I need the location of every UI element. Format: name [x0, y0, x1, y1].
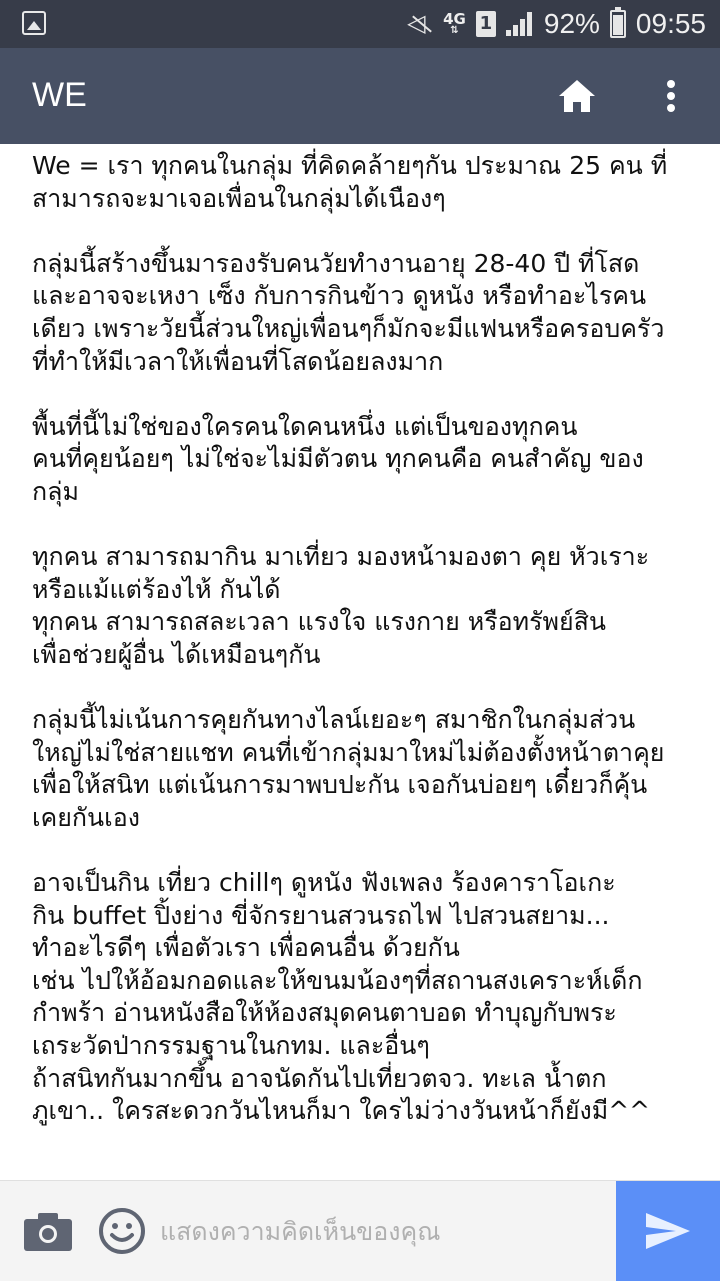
post-line: เพื่อช่วยผู้อื่น ได้เหมือนๆกัน	[32, 639, 321, 669]
status-bar	[0, 0, 720, 48]
post-content	[32, 150, 704, 1128]
send-button[interactable]	[616, 1181, 720, 1281]
post-line: กิน buffet ปิ้งย่าง ขี่จักรยานสวนรถไฟ ไปสวนสยาม...	[32, 900, 610, 930]
post-line: และอาจจะเหงา เซ็ง กับการกินข้าว ดูหนัง หรือทำอะไรคน	[32, 281, 647, 311]
home-icon[interactable]	[558, 78, 596, 114]
paragraph-gap	[32, 834, 704, 867]
post-line: เคยกันเอง	[32, 802, 140, 832]
post-line: ทุกคน สามารถสละเวลา แรงใจ แรงกาย หรือทรัพย์สิน	[32, 607, 607, 637]
post-line: สามารถจะมาเจอเพื่อนในกลุ่มได้เนืองๆ	[32, 183, 446, 213]
post-line: เถระวัดป่ากรรมฐานในกทม. และอื่นๆ	[32, 1031, 430, 1061]
network-label: 4G	[443, 10, 466, 28]
signal-icon	[506, 12, 534, 36]
post-line: กำพร้า อ่านหนังสือให้ห้องสมุดคนตาบอด ทำบุญกับพระ	[32, 998, 617, 1028]
comment-bar	[0, 1180, 720, 1281]
post-line: ภูเขา.. ใครสะดวกวันไหนก็มา ใครไม่ว่างวันหน้าก็ยังมี^^	[32, 1096, 651, 1126]
post-line: คนที่คุยน้อยๆ ไม่ใช่จะไม่มีตัวตน ทุกคนคือ คนสำคัญ ของ	[32, 444, 644, 474]
post-line: กลุ่มนี้สร้างขึ้นมารองรับคนวัยทำงานอายุ 28-40 ปี ที่โสด	[32, 248, 640, 278]
post-line: ใหญ่ไม่ใช่สายแชท คนที่เข้ากลุ่มมาใหม่ไม่ต้องตั้งหน้าตาคุย	[32, 737, 665, 767]
clock: 09:55	[635, 8, 706, 39]
mute-icon	[407, 11, 433, 37]
post-line: ถ้าสนิทกันมากขึ้น อาจนัดกันไปเที่ยวตจว. ทะเล น้ำตก	[32, 1063, 607, 1093]
post-line: หรือแม้แต่ร้องไห้ กันได้	[32, 574, 281, 604]
paragraph-gap	[32, 672, 704, 705]
post-line: ทำอะไรดีๆ เพื่อตัวเรา เพื่อคนอื่น ด้วยกัน	[32, 933, 460, 963]
comment-input[interactable]	[160, 1211, 600, 1251]
post-line: เช่น ไปให้อ้อมกอดและให้ขนมน้องๆที่สถานสงเคราะห์เด็ก	[32, 965, 643, 995]
paragraph-gap	[32, 509, 704, 542]
battery-icon	[610, 10, 626, 38]
post-line: ทุกคน สามารถมากิน มาเที่ยว มองหน้ามองตา คุย หัวเราะ	[32, 542, 650, 572]
smile-icon[interactable]	[98, 1207, 146, 1255]
post-line: กลุ่ม	[32, 476, 79, 506]
battery-percent: 92%	[543, 8, 600, 39]
send-icon	[646, 1213, 690, 1249]
more-vert-icon[interactable]	[666, 80, 676, 114]
post-line: พื้นที่นี้ไม่ใช่ของใครคนใดคนหนึ่ง แต่เป็นของทุกคน	[32, 411, 578, 441]
post-line: เดียว เพราะวัยนี้ส่วนใหญ่เพื่อนๆก็มักจะมีแฟนหรือครอบครัว	[32, 313, 665, 343]
post-line: อาจเป็นกิน เที่ยว chillๆ ดูหนัง ฟังเพลง ร้องคาราโอเกะ	[32, 868, 616, 898]
status-icons	[407, 0, 706, 48]
sim-icon: 1	[476, 11, 496, 37]
post-line: เพื่อให้สนิท แต่เน้นการมาพบปะกัน เจอกันบ่อยๆ เดี๋ยวก็คุ้น	[32, 770, 648, 800]
paragraph-gap	[32, 215, 704, 248]
paragraph-gap	[32, 378, 704, 411]
post-line: กลุ่มนี้ไม่เน้นการคุยกันทางไลน์เยอะๆ สมาชิกในกลุ่มส่วน	[32, 705, 636, 735]
post-line: We = เรา ทุกคนในกลุ่ม ที่คิดคล้ายๆกัน ประมาณ 25 คน ที่	[32, 151, 668, 180]
app-bar	[0, 48, 720, 144]
app-title: WE	[32, 76, 87, 114]
network-4g-icon: 4G ⇅	[443, 10, 466, 36]
post-line: ที่ทำให้มีเวลาให้เพื่อนที่โสดน้อยลงมาก	[32, 346, 444, 376]
image-icon	[22, 11, 46, 35]
camera-icon[interactable]	[24, 1211, 72, 1251]
